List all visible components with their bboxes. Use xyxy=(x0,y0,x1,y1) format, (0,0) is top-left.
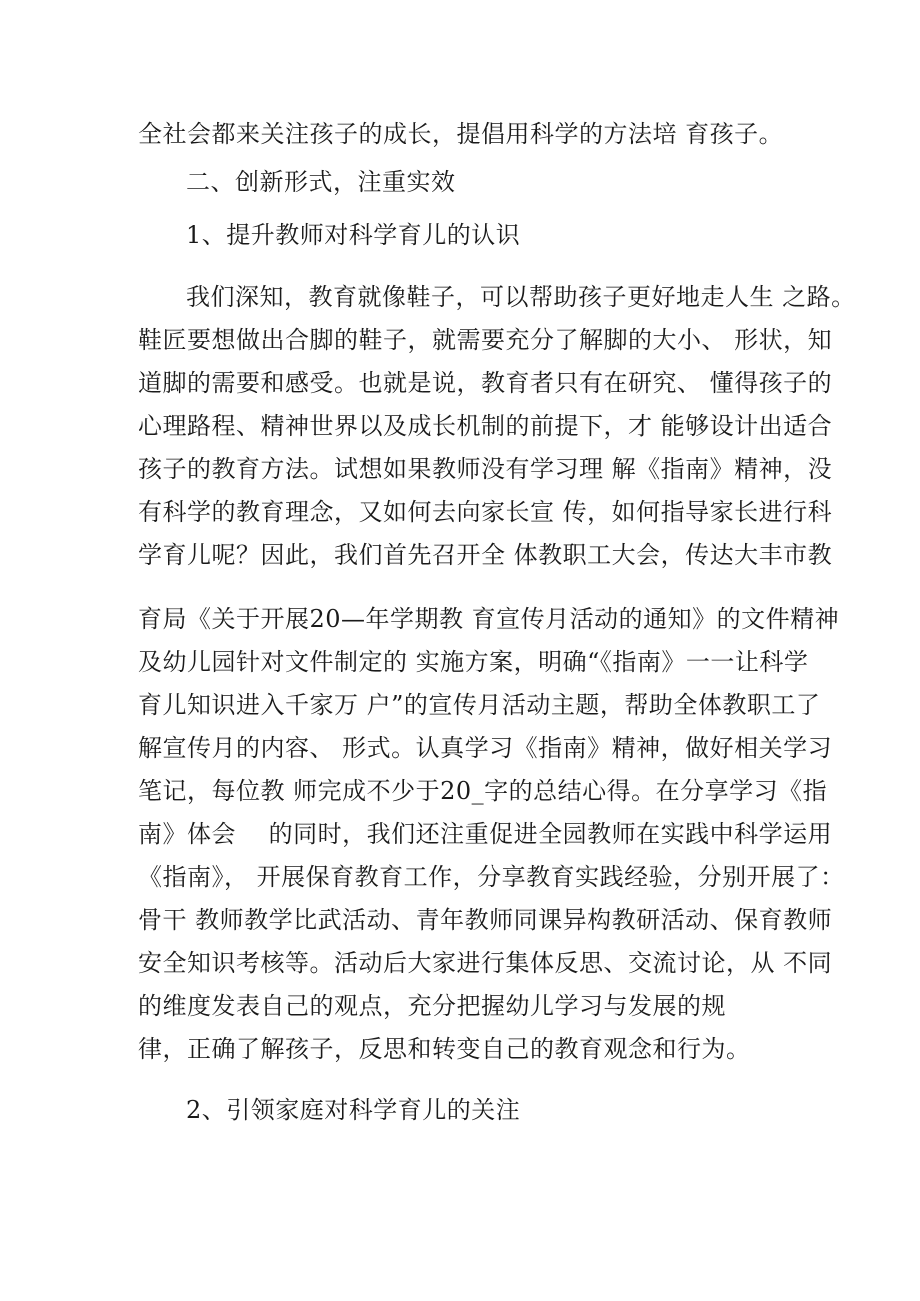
paragraph-line-16: 骨干 教师教学比武活动、青年教师同课异构教研活动、保育教师 xyxy=(138,906,833,934)
paragraph-line-1: 全社会都来关注孩子的成长，提倡用科学的方法培 育孩子。 xyxy=(138,120,784,148)
paragraph-line-14: 南》体会 的同时，我们还注重促进全园教师在实践中科学运用 xyxy=(138,820,833,848)
paragraph-line-11: 育儿知识进入千家万 户”的宣传月活动主题，帮助全体教职工了 xyxy=(138,691,821,719)
paragraph-line-8: 学育儿呢？因此，我们首先召开全 体教职工大会，传达大丰市教 xyxy=(138,541,833,569)
paragraph-line-15: 《指南》， 开展保育教育工作，分享教育实践经验，分别开展了： xyxy=(138,863,845,891)
paragraph-line-18: 的维度发表自己的观点，充分把握幼儿学习与发展的规 xyxy=(138,992,726,1020)
paragraph-line-6: 孩子的教育方法。试想如果教师没有学习理 解《指南》精神，没 xyxy=(138,455,833,483)
paragraph-line-7: 有科学的教育理念，又如何去向家长宣 传，如何指导家长进行科 xyxy=(138,498,833,526)
paragraph-line-10: 及幼儿园针对文件制定的 实施方案，明确“《指南》一一让科学 xyxy=(138,648,809,676)
paragraph-line-19: 律，正确了解孩子，反思和转变自己的教育观念和行为。 xyxy=(138,1035,751,1063)
paragraph-line-2: 我们深知，教育就像鞋子，可以帮助孩子更好地走人生 之路。 xyxy=(186,283,856,311)
paragraph-line-13: 笔记，每位教 师完成不少于20_字的总结心得。在分享学习《指 xyxy=(138,777,828,805)
section-heading: 二、创新形式，注重实效 xyxy=(186,168,456,196)
paragraph-line-12: 解宣传月的内容、 形式。认真学习《指南》精神，做好相关学习 xyxy=(138,734,833,762)
paragraph-line-3: 鞋匠要想做出合脚的鞋子，就需要充分了解脚的大小、 形状，知 xyxy=(138,326,833,354)
paragraph-line-17: 安全知识考核等。活动后大家进行集体反思、交流讨论，从 不同 xyxy=(138,949,833,977)
paragraph-line-5: 心理路程、精神世界以及成长机制的前提下，才 能够设计出适合 xyxy=(138,412,833,440)
paragraph-line-9: 育局《关于开展20—年学期教 育宣传月活动的通知》的文件精神 xyxy=(138,605,840,633)
subsection-heading-2: 2、引领家庭对科学育儿的关注 xyxy=(186,1096,521,1124)
subsection-heading-1: 1、提升教师对科学育儿的认识 xyxy=(186,221,521,249)
paragraph-line-4: 道脚的需要和感受。也就是说，教育者只有在研究、 懂得孩子的 xyxy=(138,369,833,397)
